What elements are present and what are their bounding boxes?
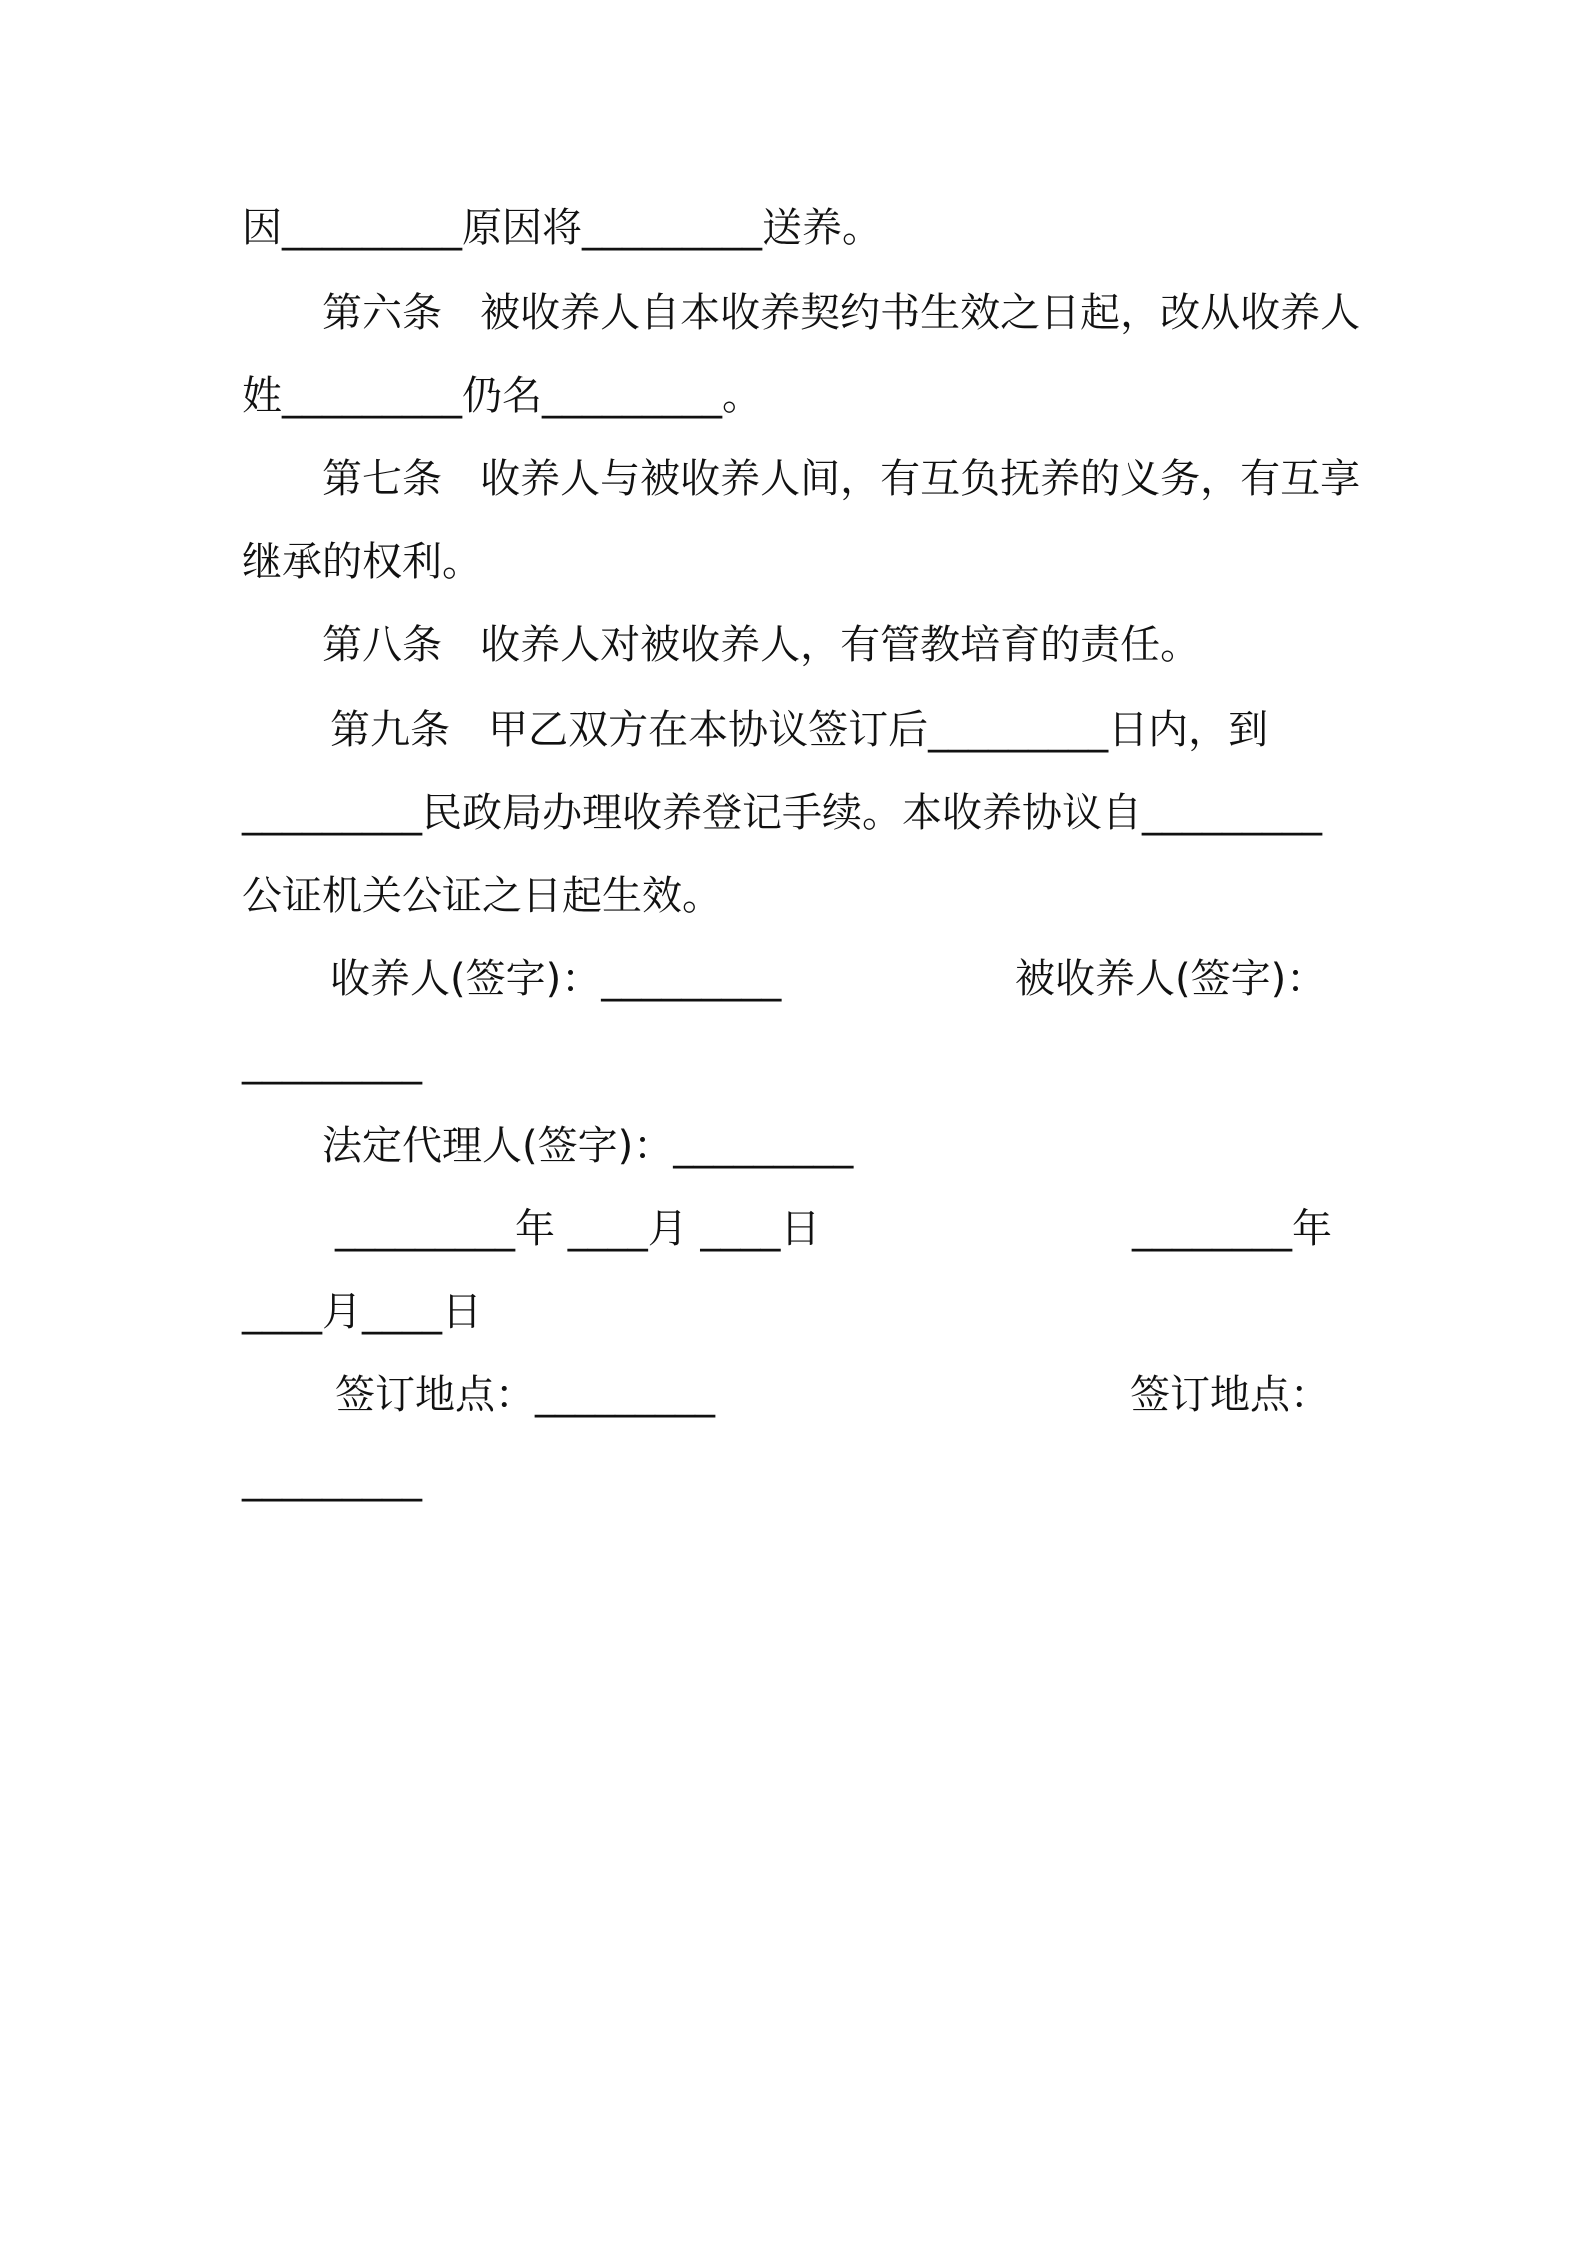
- article-7-line-1: 第七条 收养人与被收养人间，有互负抚养的义务，有互享: [322, 456, 1361, 502]
- signing-place-left: 签订地点：_________: [335, 1372, 715, 1418]
- adoptee-signature-blank: _________: [242, 1039, 422, 1085]
- article-8-line-1: 第八条 收养人对被收养人，有管教培育的责任。: [322, 622, 1201, 668]
- date-left: _________年 ____月 ____日: [335, 1206, 821, 1252]
- signing-place-right-blank: _________: [242, 1456, 422, 1502]
- adopter-signature-line: 收养人(签字)：_________: [330, 956, 782, 1002]
- paragraph-line-1: 因_________原因将_________送养。: [242, 205, 882, 251]
- signing-place-right-label: 签订地点：: [1130, 1372, 1330, 1418]
- date-right-year: ________年: [1132, 1206, 1332, 1252]
- article-6-line-2: 姓_________仍名_________。: [242, 373, 762, 419]
- article-9-line-3: 公证机关公证之日起生效。: [242, 873, 722, 919]
- article-9-line-1: 第九条 甲乙双方在本协议签订后_________日内，到: [330, 707, 1269, 753]
- adoptee-signature-label: 被收养人(签字)：: [1015, 956, 1327, 1002]
- article-6-line-1: 第六条 被收养人自本收养契约书生效之日起，改从收养人: [322, 290, 1361, 336]
- article-9-line-2: _________民政局办理收养登记手续。本收养协议自_________: [242, 790, 1322, 836]
- date-right-month-day: ____月____日: [242, 1289, 482, 1335]
- legal-agent-signature-line: 法定代理人(签字)：_________: [322, 1123, 854, 1169]
- article-7-line-2: 继承的权利。: [242, 539, 482, 585]
